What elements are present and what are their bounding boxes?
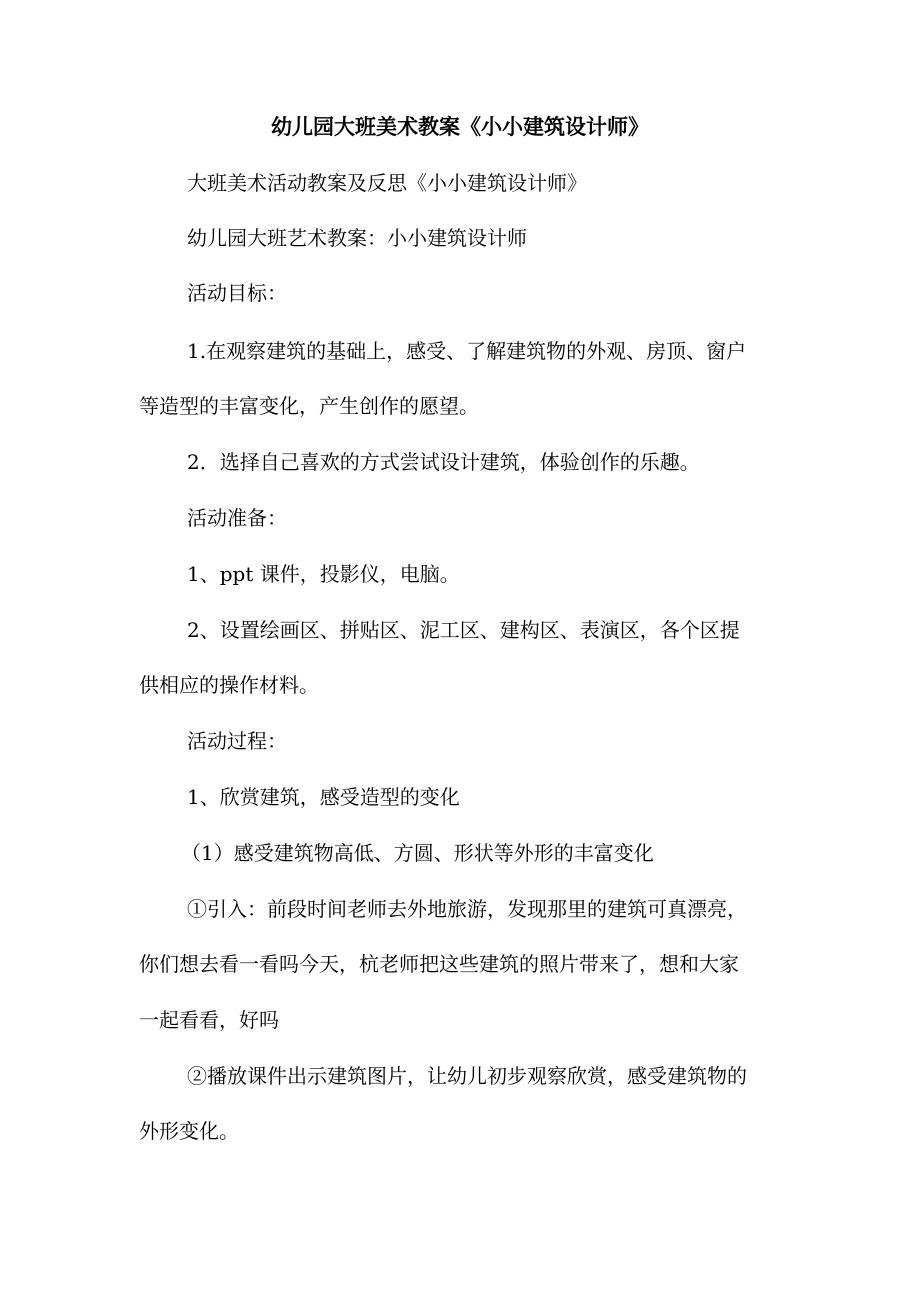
goal-1-line-1: 1.在观察建筑的基础上，感受、了解建筑物的外观、房顶、窗户 <box>187 339 747 363</box>
process-sub-item-1: （1）感受建筑物高低、方圆、形状等外形的丰富变化 <box>181 841 654 865</box>
goals-heading: 活动目标： <box>187 281 287 305</box>
step-1-line-2: 你们想去看一看吗今天，杭老师把这些建筑的照片带来了，想和大家 <box>139 952 739 976</box>
step-1-line-1: ①引入：前段时间老师去外地旅游，发现那里的建筑可真漂亮， <box>187 897 747 921</box>
prep-heading: 活动准备： <box>187 506 287 530</box>
process-heading: 活动过程： <box>187 729 287 753</box>
prep-item-2-line-2: 供相应的操作材料。 <box>139 673 319 697</box>
subtitle-1: 大班美术活动教案及反思《小小建筑设计师》 <box>187 171 587 195</box>
step-2-line-1: ②播放课件出示建筑图片，让幼儿初步观察欣赏，感受建筑物的 <box>187 1064 747 1088</box>
goal-2: 2．选择自己喜欢的方式尝试设计建筑，体验创作的乐趣。 <box>187 450 700 474</box>
prep-item-1: 1、ppt 课件，投影仪，电脑。 <box>187 562 460 586</box>
prep-item-2-line-1: 2、设置绘画区、拼贴区、泥工区、建构区、表演区，各个区提 <box>187 618 740 642</box>
subtitle-2: 幼儿园大班艺术教案：小小建筑设计师 <box>187 226 527 250</box>
document-title: 幼儿园大班美术教案《小小建筑设计师》 <box>271 115 649 139</box>
step-1-line-3: 一起看看，好吗 <box>139 1008 279 1032</box>
step-2-line-2: 外形变化。 <box>139 1119 239 1143</box>
goal-1-line-2: 等造型的丰富变化，产生创作的愿望。 <box>139 394 479 418</box>
process-item-1: 1、欣赏建筑，感受造型的变化 <box>187 785 460 809</box>
